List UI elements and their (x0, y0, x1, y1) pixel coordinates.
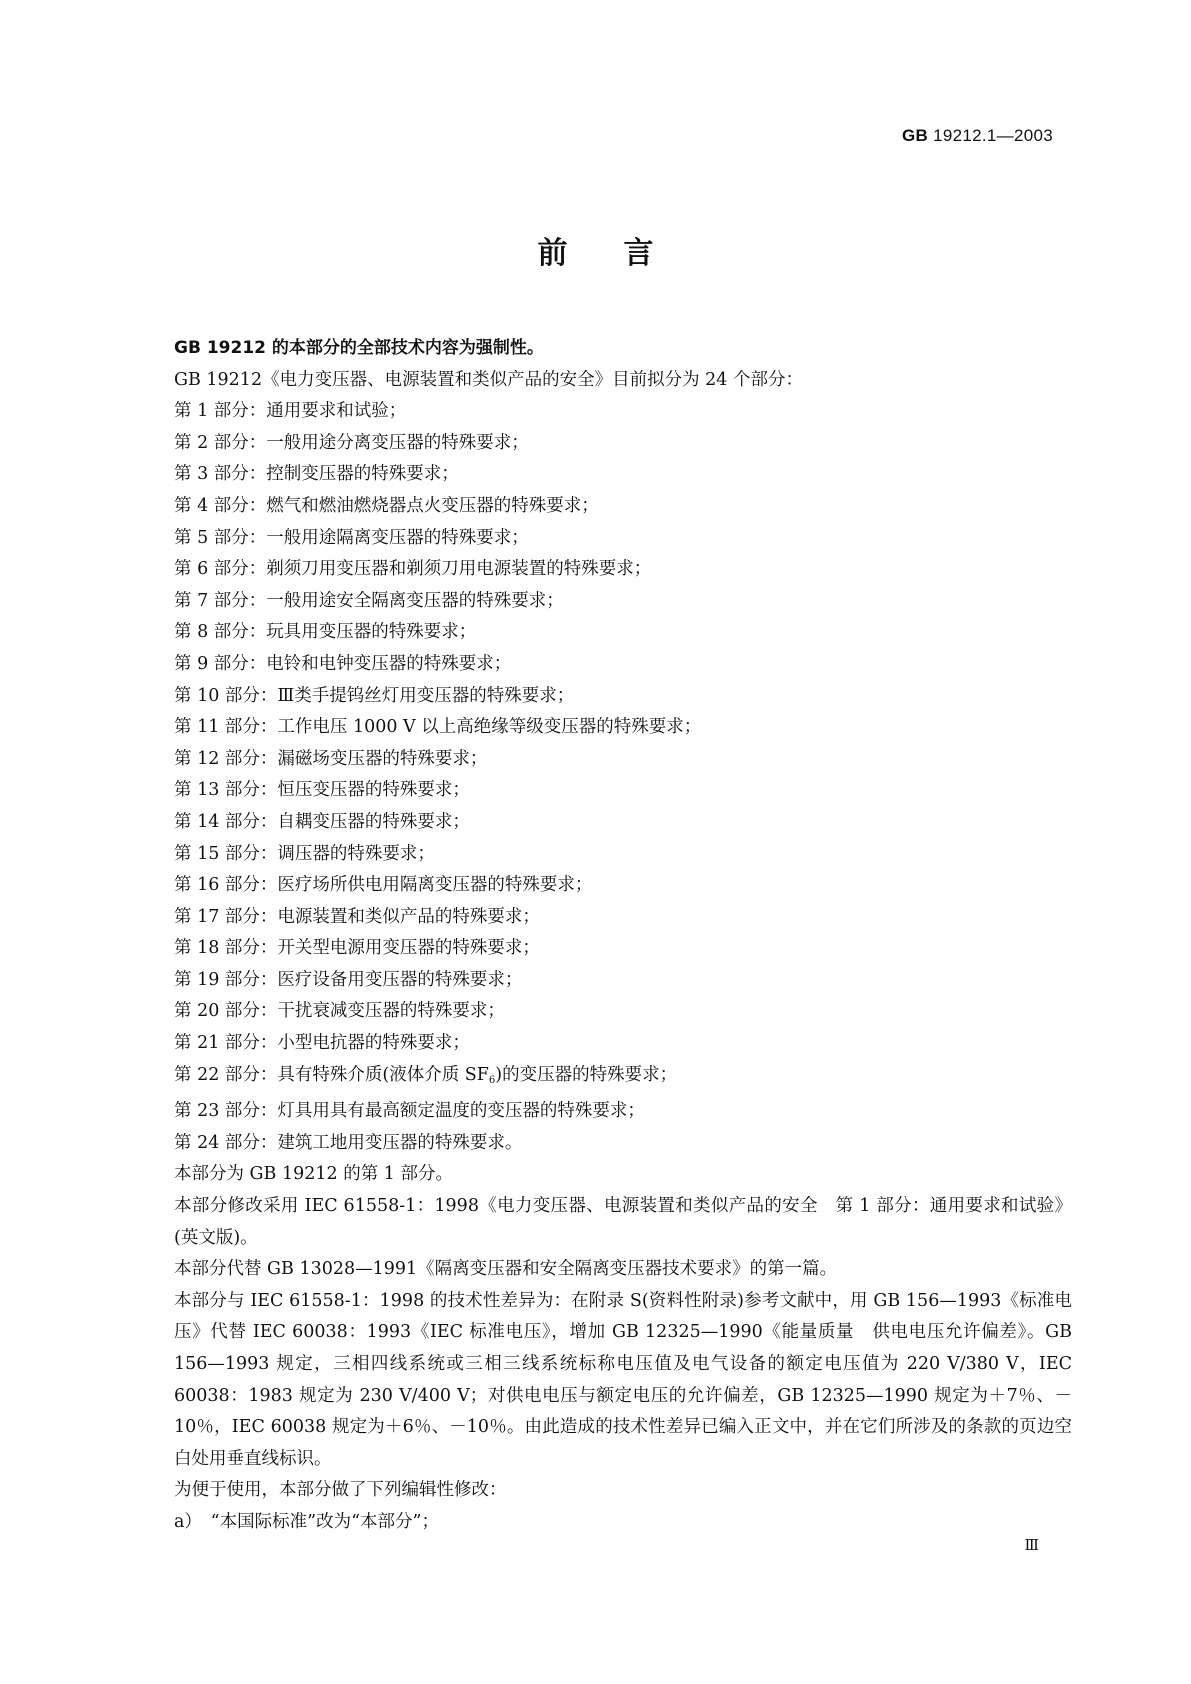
list-item: 第 9 部分：电铃和电钟变压器的特殊要求； (174, 653, 512, 674)
list-item: 第 1 部分：通用要求和试验； (174, 401, 407, 422)
standard-code-number: 19212.1—2003 (928, 126, 1053, 145)
list-item: 第 12 部分：漏磁场变压器的特殊要求； (174, 748, 488, 769)
page-number: Ⅲ (1024, 1536, 1039, 1554)
page-title: 前言 (537, 236, 710, 271)
list-item: 第 3 部分：控制变压器的特殊要求； (174, 464, 459, 485)
list-item: 第 23 部分：灯具用具有最高额定温度的变压器的特殊要求； (174, 1101, 645, 1122)
list-item: 第 7 部分：一般用途安全隔离变压器的特殊要求； (174, 590, 564, 611)
list-item: 第 16 部分：医疗场所供电用隔离变压器的特殊要求； (174, 875, 593, 896)
list-item: 第 19 部分：医疗设备用变压器的特殊要求； (174, 969, 523, 990)
editorial-item-a: a） “本国际标准”改为“本部分”； (174, 1511, 439, 1532)
part22-text-before: 第 22 部分：具有特殊介质(液体介质 SF (174, 1064, 489, 1085)
standard-code (902, 126, 1053, 146)
list-item: 第 10 部分：Ⅲ类手提钨丝灯用变压器的特殊要求； (174, 685, 575, 706)
list-item (174, 1060, 1072, 1097)
list-item: 第 6 部分：剃须刀用变压器和剃须刀用电源装置的特殊要求； (174, 559, 652, 580)
series-statement: GB 19212《电力变压器、电源装置和类似产品的安全》目前拟分为 24 个部分： (174, 369, 803, 390)
list-item: 第 13 部分：恒压变压器的特殊要求； (174, 780, 470, 801)
editorial-intro: 为便于使用，本部分做了下列编辑性修改： (174, 1480, 507, 1501)
adoption-statement: 本部分修改采用 IEC 61558-1：1998《电力变压器、电源装置和类似产品的安全 第 1 部分：通用要求和试验》(英文版)。 (174, 1196, 1072, 1248)
list-item: 第 5 部分：一般用途隔离变压器的特殊要求； (174, 527, 529, 548)
parts-list (174, 396, 1072, 1159)
list-item: 第 18 部分：开关型电源用变压器的特殊要求； (174, 938, 540, 959)
list-item: 第 4 部分：燃气和燃油燃烧器点火变压器的特殊要求； (174, 495, 599, 516)
document-body (174, 333, 1072, 1539)
list-item: 第 11 部分：工作电压 1000 V 以上高绝缘等级变压器的特殊要求； (174, 717, 702, 738)
mandatory-statement: GB 19212 的本部分的全部技术内容为强制性。 (174, 338, 544, 358)
standard-code-prefix: GB (901, 126, 929, 145)
list-item: 第 15 部分：调压器的特殊要求； (174, 843, 435, 864)
list-item: 第 21 部分：小型电抗器的特殊要求； (174, 1033, 470, 1054)
list-item: 第 14 部分：自耦变压器的特殊要求； (174, 811, 470, 832)
list-item: 第 17 部分：电源装置和类似产品的特殊要求； (174, 906, 540, 927)
part22-text-after: )的变压器的特殊要求； (495, 1064, 678, 1085)
list-item: 第 2 部分：一般用途分离变压器的特殊要求； (174, 432, 529, 453)
part-statement: 本部分为 GB 19212 的第 1 部分。 (174, 1164, 453, 1185)
list-item: 第 24 部分：建筑工地用变压器的特殊要求。 (174, 1132, 523, 1153)
list-item: 第 20 部分：干扰衰减变压器的特殊要求； (174, 1001, 505, 1022)
replacement-statement: 本部分代替 GB 13028—1991《隔离变压器和安全隔离变压器技术要求》的第一篇。 (174, 1259, 838, 1280)
part22-subscript: 6 (488, 1074, 496, 1086)
list-item: 第 8 部分：玩具用变压器的特殊要求； (174, 622, 477, 643)
technical-differences: 本部分与 IEC 61558-1：1998 的技术性差异为：在附录 S(资料性附录)参考文献中，用 GB 156—1993《标准电压》代替 IEC 60038：1993《IEC 标准电压》，增加 GB 12325—1990《能量质量 供电电压允许偏差》。GB 156—1993 规定，三相四线系统或三相三线系统标称电压值及电气设备的额定电压值为 220 V/380 V，IEC 60038：1983 规定为 230 V/400 V；对供电电压与额定电压的允许偏差，GB 12325—1990 规定为＋7％、－10％，IEC 60038 规定为＋6％、－10％。由此造成的技术性差异已编入正文中，并在它们所涉及的条款的页边空白处用垂直线标识。 (174, 1290, 1072, 1469)
